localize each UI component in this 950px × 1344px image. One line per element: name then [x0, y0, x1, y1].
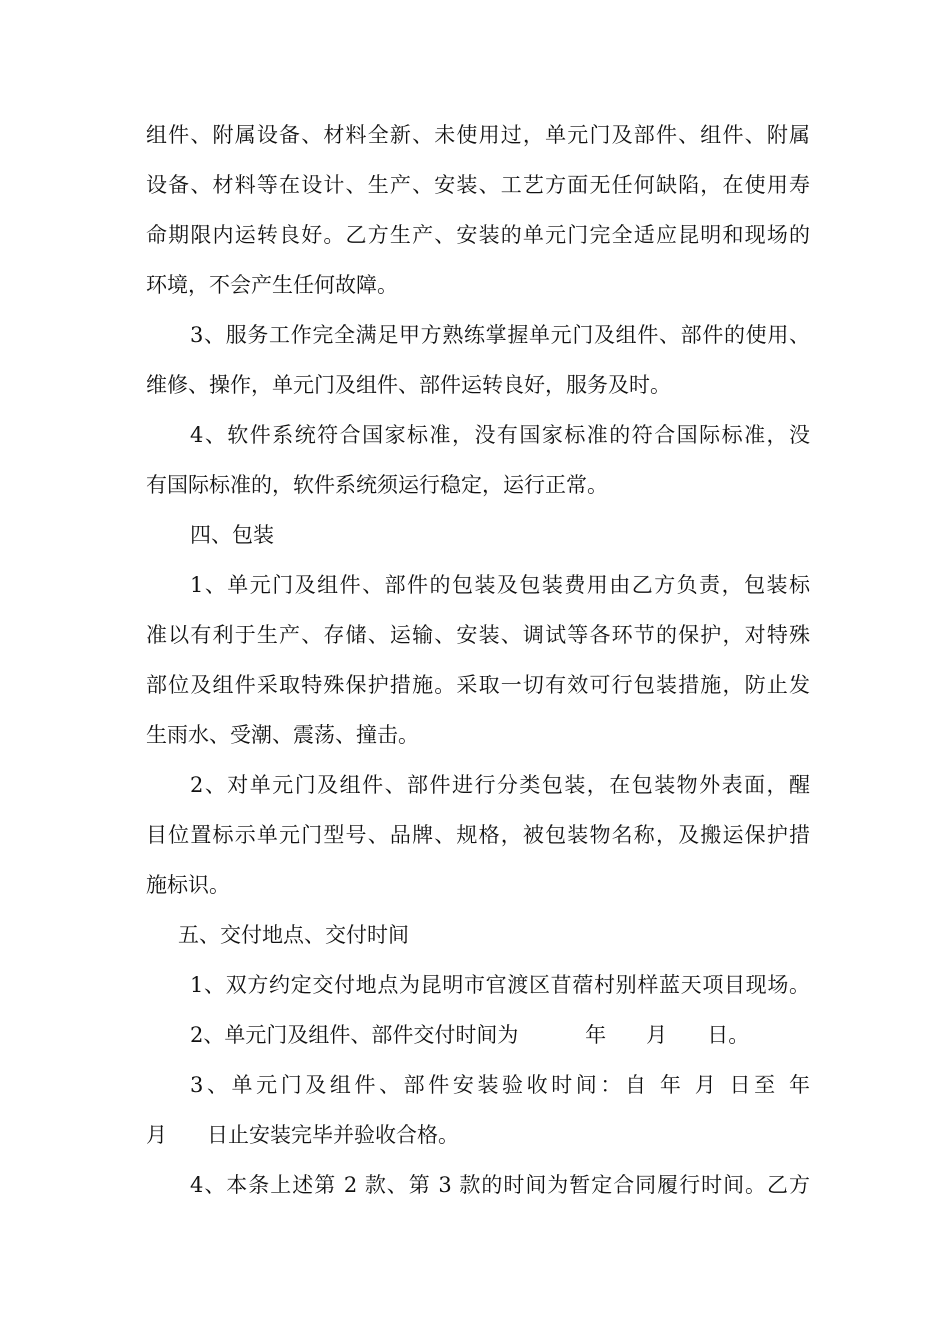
paragraph-line: 组件、附属设备、材料全新、未使用过，单元门及部件、组件、附属 [146, 123, 810, 147]
paragraph-line: 1、双方约定交付地点为昆明市官渡区苜蓿村别样蓝天项目现场。 [190, 973, 810, 997]
paragraph-line: 2、单元门及组件、部件交付时间为 年 月 日。 [190, 1023, 750, 1047]
section-heading: 五、交付地点、交付时间 [178, 923, 409, 947]
paragraph-line: 3、服务工作完全满足甲方熟练掌握单元门及组件、部件的使用、 [190, 323, 810, 347]
paragraph-line: 目位置标示单元门型号、品牌、规格，被包装物名称，及搬运保护措 [146, 823, 810, 847]
paragraph-line: 环境，不会产生任何故障。 [146, 273, 398, 297]
paragraph-line: 4、软件系统符合国家标准，没有国家标准的符合国际标准，没 [190, 423, 810, 447]
paragraph-line: 维修、操作，单元门及组件、部件运转良好，服务及时。 [146, 373, 671, 397]
paragraph-line: 2、对单元门及组件、部件进行分类包装，在包装物外表面，醒 [190, 773, 810, 797]
paragraph-line: 生雨水、受潮、震荡、撞击。 [146, 723, 419, 747]
document-body [146, 110, 810, 1210]
paragraph-line: 设备、材料等在设计、生产、安装、工艺方面无任何缺陷，在使用寿 [146, 173, 810, 197]
paragraph-line: 3、单元门及组件、部件安装验收时间：自 年 月 日至 年 [190, 1073, 810, 1097]
paragraph-line: 命期限内运转良好。乙方生产、安装的单元门完全适应昆明和现场的 [146, 223, 810, 247]
paragraph-line: 有国际标准的，软件系统须运行稳定，运行正常。 [146, 473, 608, 497]
paragraph-line: 准以有利于生产、存储、运输、安装、调试等各环节的保护，对特殊 [146, 623, 810, 647]
paragraph-line: 施标识。 [146, 873, 230, 897]
paragraph-line: 部位及组件采取特殊保护措施。采取一切有效可行包装措施，防止发 [146, 673, 810, 697]
section-heading: 四、包装 [190, 523, 274, 547]
paragraph-line: 月 日止安装完毕并验收合格。 [146, 1123, 460, 1147]
paragraph-line: 4、本条上述第 2 款、第 3 款的时间为暂定合同履行时间。乙方 [190, 1173, 810, 1197]
paragraph-line: 1、单元门及组件、部件的包装及包装费用由乙方负责，包装标 [190, 573, 810, 597]
